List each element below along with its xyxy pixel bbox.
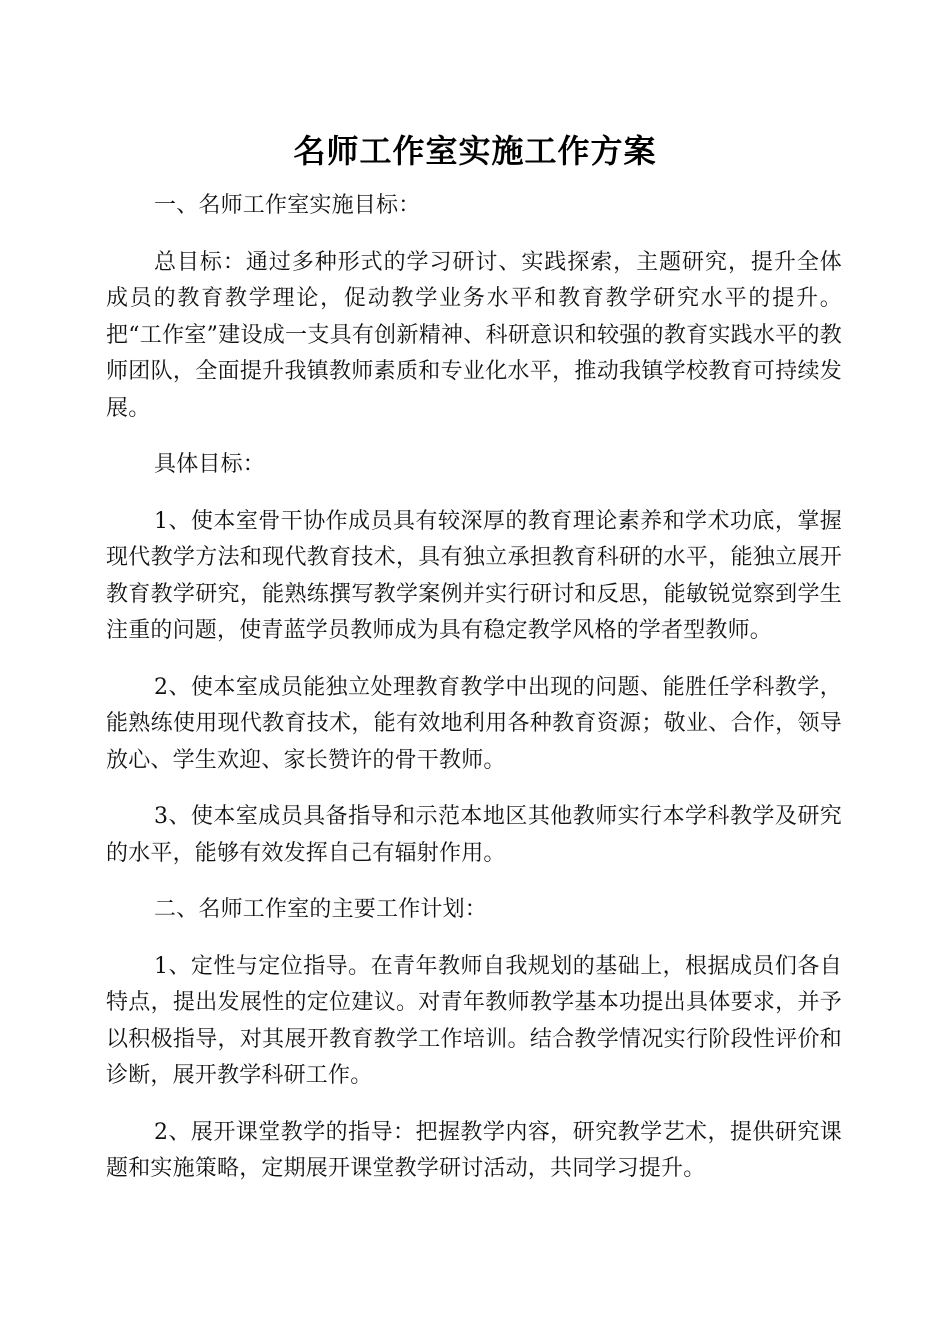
subheading-specific-goals: 具体目标： (154, 452, 266, 477)
paragraph-goal-2: 2、使本室成员能独立处理教育教学中出现的问题、能胜任学科教学，能熟练使用现代教育技术，能有效地利用各种教育资源；敬业、合作，领导放心、学生欢迎、家长赞许的骨干教师。 (106, 674, 842, 773)
paragraph-plan-1: 1、定性与定位指导。在青年教师自我规划的基础上，根据成员们各自特点，提出发展性的定位建议。对青年教师教学基本功提出具体要求，并予以积极指导，对其展开教育教学工作培训。结合教学情况实行阶段性评价和诊断，展开教学科研工作。 (106, 953, 842, 1088)
paragraph-goal-3: 3、使本室成员具备指导和示范本地区其他教师实行本学科教学及研究的水平，能够有效发挥自己有辐射作用。 (106, 804, 842, 866)
document-title: 名师工作室实施工作方案 (293, 132, 657, 171)
paragraph-overall-goal: 总目标：通过多种形式的学习研讨、实践探索，主题研究，提升全体成员的教育教学理论，促动教学业务水平和教育教学研究水平的提升。把“工作室”建设成一支具有创新精神、科研意识和较强的教育实践水平的教师团队，全面提升我镇教师素质和专业化水平，推动我镇学校教育可持续发展。 (106, 249, 842, 421)
paragraph-goal-1: 1、使本室骨干协作成员具有较深厚的教育理论素养和学术功底，掌握现代教学方法和现代教育技术，具有独立承担教育科研的水平，能独立展开教育教学研究，能熟练撰写教学案例并实行研讨和反思，能敏锐觉察到学生注重的问题，使青蓝学员教师成为具有稳定教学风格的学者型教师。 (106, 508, 842, 643)
paragraph-plan-2: 2、展开课堂教学的指导：把握教学内容，研究教学艺术，提供研究课题和实施策略，定期展开课堂教学研讨活动，共同学习提升。 (106, 1119, 842, 1181)
document-body (106, 188, 842, 1208)
section-heading-goals: 一、名师工作室实施目标： (154, 193, 421, 218)
section-heading-plan: 二、名师工作室的主要工作计划： (154, 897, 488, 922)
